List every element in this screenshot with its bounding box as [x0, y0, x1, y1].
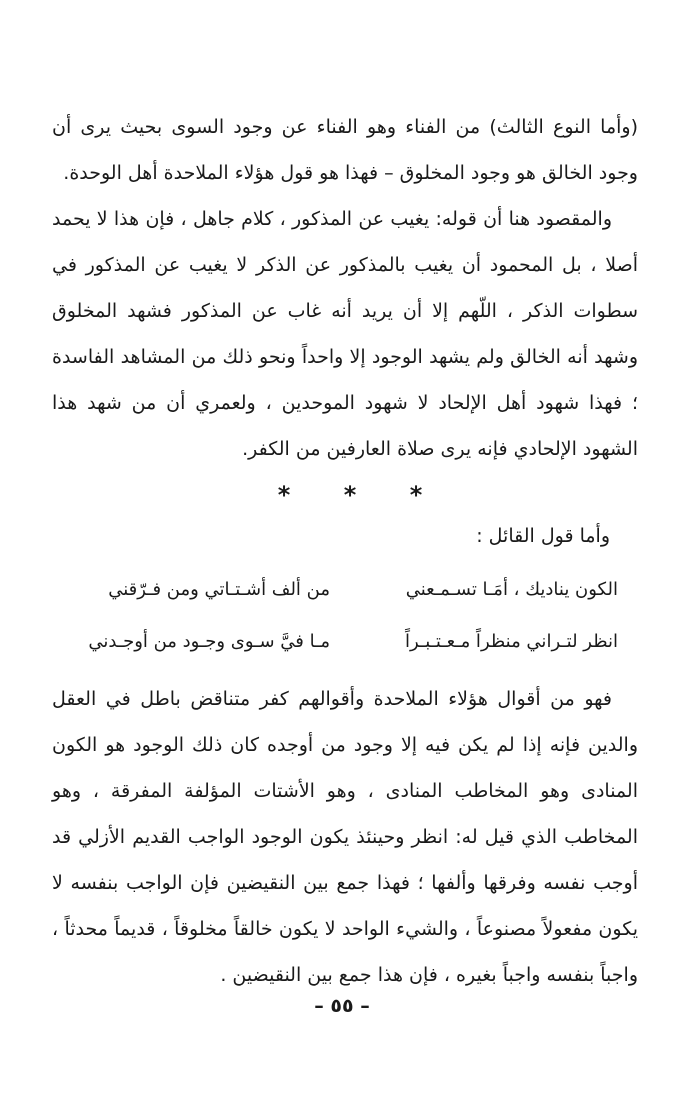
section-separator: [62, 476, 638, 514]
poem-verse: [52, 616, 638, 668]
verse-second-hemistich: مـا فيَّ سـوى وجـود من أوجـدني: [88, 631, 330, 652]
verse-second-hemistich: من ألف أشـتـاتي ومن فـرّقني: [108, 579, 330, 600]
page-body: [52, 104, 638, 998]
poem: [52, 564, 638, 668]
poem-verse: [52, 564, 638, 616]
poem-intro: وأما قول القائل :: [476, 525, 610, 547]
paragraph-refutation: فهو من أقوال هؤلاء الملاحدة وأقوالهم كفر متناقض باطل في العقل والدين فإنه إذا لم يكن فيه إلا وجود من أوجده كان ذلك الوجود هو الكون المنادى وهو المخاطب المنادى ، وهو الأشتات المؤلفة المفرقة ، وهو المخاطب الذي قيل له: انظر وحينئذ يكون الوجود الواجب القديم الأزلي قد أوجب نفسه وفرقها وألفها ؛ فهذا جمع بين النقيضين فإن الواجب بنفسه لا يكون مفعولاً مصنوعاً ، والشيء الواحد لا يكون خالقاً مخلوقاً ، قديماً محدثاً ، واجباً بنفسه واجباً بغيره ، فإن هذا جمع بين النقيضين .: [52, 688, 638, 986]
page-number: – ٥٥ –: [314, 995, 370, 1017]
separator-star: *: [277, 481, 291, 509]
paragraph-intended-meaning: والمقصود هنا أن قوله: يغيب عن المذكور ، كلام جاهل ، فإن هذا لا يحمد أصلا ، بل المحمود أن يغيب بالمذكور عن الذكر لا يغيب عن المذكور في سطوات الذكر ، اللّهم إلا أن يريد أنه غاب عن المذكور فشهد المخلوق وشهد أنه الخالق ولم يشهد الوجود إلا واحداً ونحو ذلك من المشاهد الفاسدة ؛ فهذا شهود أهل الإلحاد لا شهود الموحدين ، ولعمري أن من شهد هذا الشهود الإلحادي فإنه يرى صلاة العارفين من الكفر.: [52, 208, 638, 460]
verse-first-hemistich: انظر لتـراني منظراً مـعـتـبـراً: [405, 631, 618, 652]
separator-star: *: [409, 481, 423, 509]
paragraph-third-type: (وأما النوع الثالث) من الفناء وهو الفناء عن وجود السوى بحيث يرى أن وجود الخالق هو وجود المخلوق – فهذا هو قول هؤلاء الملاحدة أهل الوحدة.: [52, 116, 638, 184]
separator-star: *: [343, 481, 357, 509]
verse-first-hemistich: الكون يناديك ، أمَـا تسـمـعني: [405, 579, 618, 600]
